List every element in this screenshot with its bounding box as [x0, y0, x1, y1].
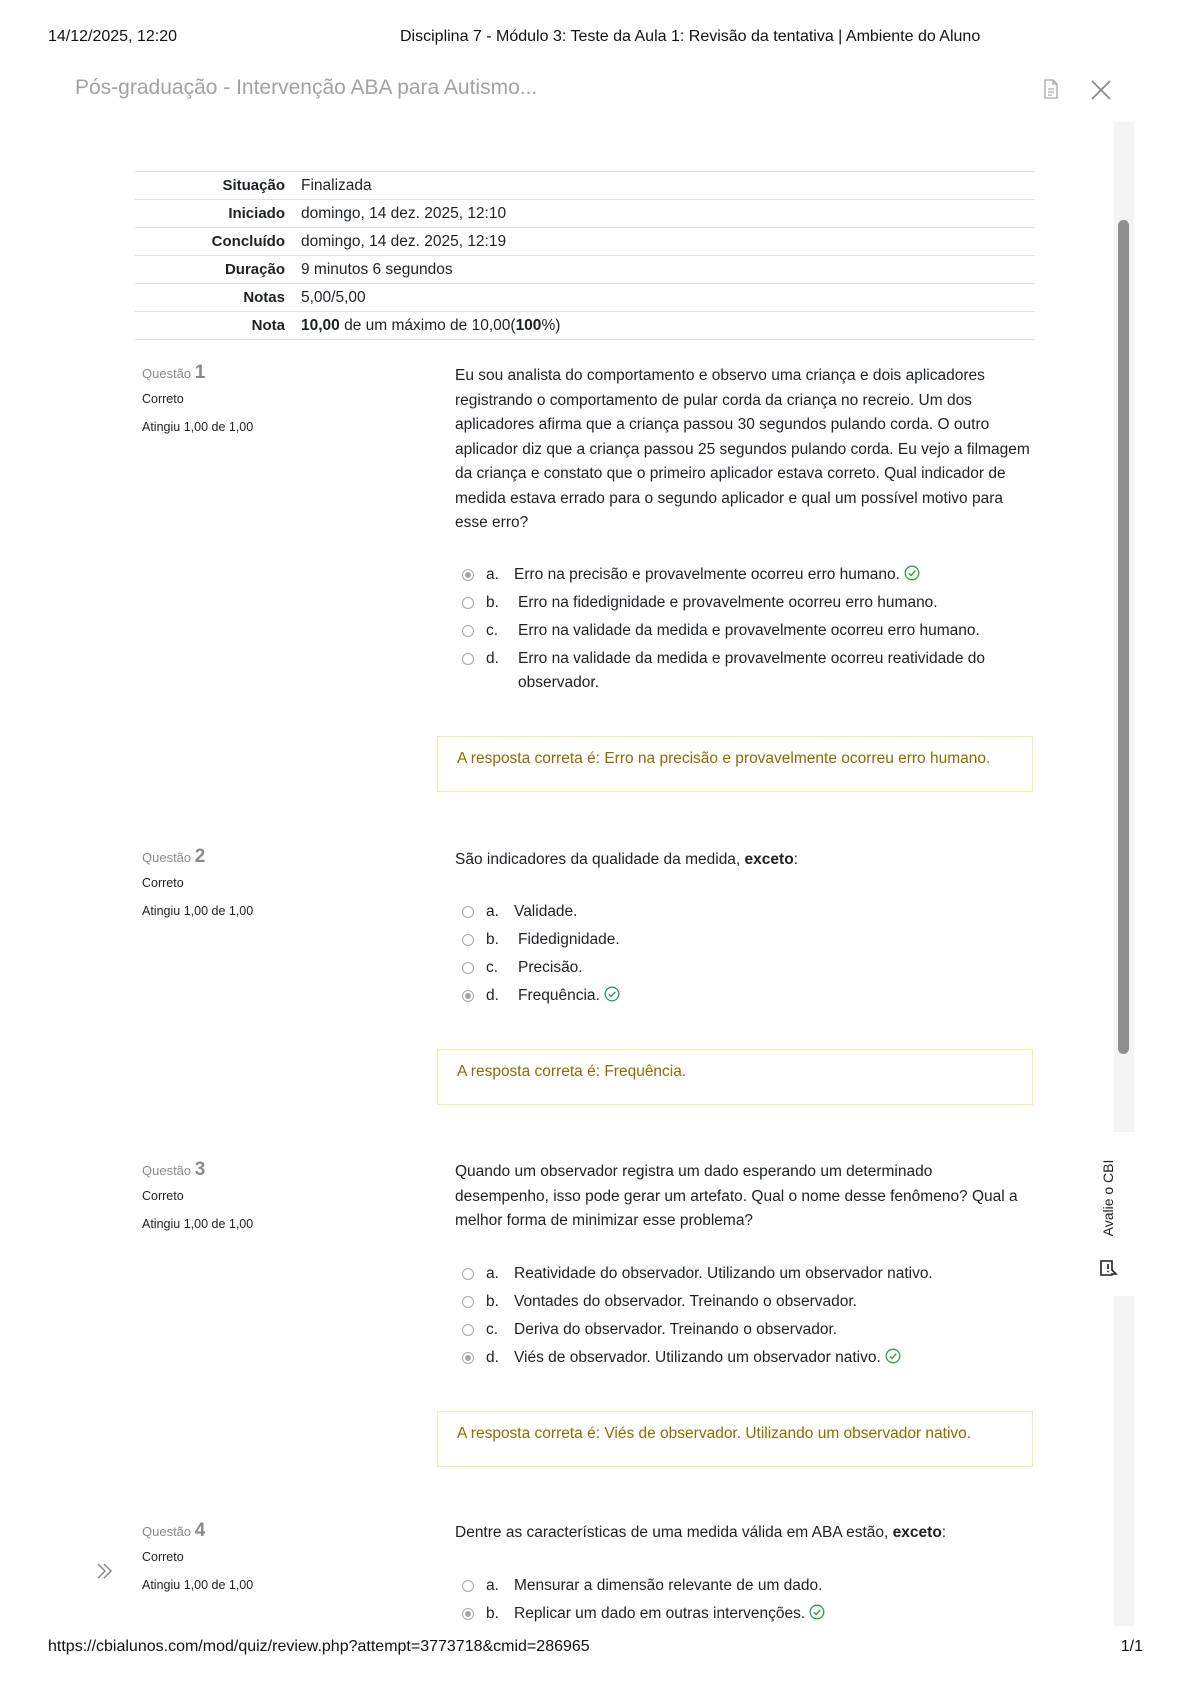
answer-option[interactable] — [462, 984, 1032, 1012]
correct-check-icon — [904, 565, 920, 581]
answer-text: Erro na fidedignidade e provavelmente ocorreu erro humano. — [518, 594, 938, 611]
answer-option[interactable] — [462, 1262, 1032, 1290]
print-footer — [0, 1638, 1191, 1660]
answer-option[interactable] — [462, 563, 1032, 591]
answer-radio[interactable] — [462, 906, 474, 918]
summary-row — [135, 172, 1035, 200]
answer-radio[interactable] — [462, 569, 474, 581]
answer-list — [462, 900, 1032, 1012]
question-state: Correto — [142, 876, 184, 890]
answer-option[interactable] — [462, 956, 1032, 984]
summary-row — [135, 256, 1035, 284]
answer-text: Erro na precisão e provavelmente ocorreu erro humano. — [514, 566, 900, 583]
answer-text: Validade. — [514, 903, 578, 920]
answer-letter: d. — [486, 650, 499, 667]
answer-letter: c. — [486, 1321, 499, 1338]
summary-value: 5,00/5,00 — [301, 288, 366, 306]
answer-letter: a. — [486, 1265, 499, 1282]
question-number: Questão 3 — [142, 1159, 206, 1180]
feedback-tab-label[interactable]: Avalie o CBI — [1100, 1159, 1116, 1237]
question-info — [142, 1159, 253, 1231]
correct-answer-feedback: A resposta correta é: Viés de observador. Utilizando um observador nativo. — [437, 1411, 1033, 1467]
question-state: Correto — [142, 1189, 184, 1203]
answer-text: Precisão. — [518, 959, 583, 976]
grade-percent-sign: %) — [541, 316, 561, 334]
grade-max: de um máximo de 10,00( — [339, 316, 516, 334]
answer-option[interactable] — [462, 647, 1032, 695]
question-number: Questão 4 — [142, 1520, 206, 1541]
answer-letter: b. — [486, 594, 499, 611]
print-page-counter: 1/1 — [1120, 1638, 1143, 1655]
answer-list — [462, 563, 1032, 695]
correct-check-icon — [885, 1348, 901, 1364]
question-text: São indicadores da qualidade da medida, exceto: — [455, 851, 798, 868]
answer-option[interactable] — [462, 1290, 1032, 1318]
summary-label: Situação — [222, 177, 285, 194]
summary-label: Duração — [224, 261, 285, 278]
question-grade: Atingiu 1,00 de 1,00 — [142, 1217, 254, 1231]
correct-check-icon — [809, 1604, 825, 1620]
answer-option[interactable] — [462, 928, 1032, 956]
answer-letter: b. — [486, 1605, 499, 1622]
answer-letter: a. — [486, 903, 499, 920]
answer-letter: d. — [486, 987, 499, 1004]
answer-letter: c. — [486, 959, 499, 976]
answer-text: Vontades do observador. Treinando o observador. — [514, 1293, 857, 1310]
answer-letter: a. — [486, 1577, 499, 1594]
answer-radio[interactable] — [462, 990, 474, 1002]
answer-option[interactable] — [462, 591, 1032, 619]
answer-radio[interactable] — [462, 1324, 474, 1336]
answer-letter: d. — [486, 1349, 499, 1366]
feedback-icon[interactable] — [1098, 1258, 1118, 1278]
summary-value: domingo, 14 dez. 2025, 12:10 — [301, 204, 507, 222]
answer-option[interactable] — [462, 1318, 1032, 1346]
answer-radio[interactable] — [462, 597, 474, 609]
answer-text: Viés de observador. Utilizando um observador nativo. — [514, 1349, 881, 1366]
question-text: Quando um observador registra um dado esperando um determinado desempenho, isso pode gerar um artefato. Qual o nome desse fenômeno? Qual a melhor forma de minimizar esse problema? — [455, 1163, 1018, 1229]
print-datetime: 14/12/2025, 12:20 — [48, 28, 178, 45]
answer-text: Mensurar a dimensão relevante de um dado. — [514, 1577, 823, 1594]
grade-value: 10,00 — [301, 316, 340, 334]
answer-radio[interactable] — [462, 1268, 474, 1280]
question-number: Questão 1 — [142, 362, 206, 383]
summary-value: Finalizada — [301, 176, 372, 194]
answer-text: Frequência. — [518, 987, 600, 1004]
answer-option[interactable] — [462, 1346, 1032, 1374]
course-title[interactable]: Pós-graduação - Intervenção ABA para Autismo... — [75, 76, 538, 99]
attempt-summary-table — [135, 171, 1035, 340]
summary-row — [135, 200, 1035, 228]
summary-label: Nota — [251, 317, 285, 334]
answer-option[interactable] — [462, 1574, 1032, 1602]
print-header — [0, 28, 1191, 50]
answer-option[interactable] — [462, 619, 1032, 647]
answer-option[interactable] — [462, 900, 1032, 928]
answer-text: Fidedignidade. — [518, 931, 620, 948]
summary-label: Concluído — [211, 233, 285, 250]
question-state: Correto — [142, 1550, 184, 1564]
answer-radio[interactable] — [462, 1352, 474, 1364]
answer-radio[interactable] — [462, 934, 474, 946]
summary-value: domingo, 14 dez. 2025, 12:19 — [301, 232, 507, 250]
drawer-toggle-icon[interactable] — [94, 1560, 116, 1582]
answer-letter: a. — [486, 566, 499, 583]
answer-text: Replicar um dado em outras intervenções. — [514, 1605, 806, 1622]
answer-radio[interactable] — [462, 1580, 474, 1592]
document-icon[interactable] — [1043, 79, 1059, 99]
grade-percent: 100 — [515, 316, 542, 334]
summary-label: Notas — [243, 289, 285, 306]
scrollbar-track-lower — [1114, 1296, 1134, 1626]
answer-letter: b. — [486, 1293, 499, 1310]
summary-value: 9 minutos 6 segundos — [301, 260, 453, 278]
answer-text: Reatividade do observador. Utilizando um observador nativo. — [514, 1265, 933, 1282]
question-grade: Atingiu 1,00 de 1,00 — [142, 420, 254, 434]
summary-row — [135, 312, 1035, 340]
answer-radio[interactable] — [462, 653, 474, 665]
answer-text: Erro na validade da medida e provavelmente ocorreu reatividade do observador. — [518, 650, 986, 691]
question-grade: Atingiu 1,00 de 1,00 — [142, 1578, 254, 1592]
answer-list — [462, 1262, 1032, 1374]
question-info — [142, 362, 253, 434]
summary-row — [135, 284, 1035, 312]
answer-letter: c. — [486, 622, 499, 639]
answer-radio[interactable] — [462, 1608, 474, 1620]
question-grade: Atingiu 1,00 de 1,00 — [142, 904, 254, 918]
feedback-tab[interactable] — [1088, 1140, 1128, 1290]
print-page-title: Disciplina 7 - Módulo 3: Teste da Aula 1: Revisão da tentativa | Ambiente do Aluno — [400, 28, 981, 45]
question-text: Dentre as características de uma medida válida em ABA estão, exceto: — [455, 1524, 947, 1541]
question-info — [142, 1520, 253, 1592]
question-state: Correto — [142, 392, 184, 406]
answer-radio[interactable] — [462, 1296, 474, 1308]
summary-label: Iniciado — [228, 205, 285, 222]
close-icon[interactable] — [1089, 78, 1113, 102]
question-text: Eu sou analista do comportamento e observo uma criança e dois aplicadores registrando o comportamento de pular corda da criança no recreio. Um dos aplicadores afirma que a criança passou 30 segundos pulando corda. O outro aplicador diz que a criança passou 25 segundos pulando corda. Eu vejo a filmagem da criança e constato que o primeiro aplicador estava correto. Qual indicador de medida estava errado para o segundo aplicador e qual um possível motivo para esse erro? — [455, 367, 1030, 531]
answer-radio[interactable] — [462, 962, 474, 974]
scrollbar-thumb[interactable] — [1118, 220, 1129, 1054]
correct-answer-feedback: A resposta correta é: Erro na precisão e provavelmente ocorreu erro humano. — [437, 736, 1033, 792]
answer-option[interactable] — [462, 1602, 1032, 1630]
question-number: Questão 2 — [142, 846, 206, 867]
summary-value — [301, 312, 1035, 340]
summary-row — [135, 228, 1035, 256]
question-info — [142, 846, 253, 918]
answer-text: Erro na validade da medida e provavelmente ocorreu erro humano. — [518, 622, 980, 639]
correct-check-icon — [604, 986, 620, 1002]
correct-answer-feedback: A resposta correta é: Frequência. — [437, 1049, 1033, 1105]
answer-letter: b. — [486, 931, 499, 948]
print-url: https://cbialunos.com/mod/quiz/review.php?attempt=3773718&cmid=286965 — [48, 1638, 590, 1655]
answer-text: Deriva do observador. Treinando o observador. — [514, 1321, 838, 1338]
answer-radio[interactable] — [462, 625, 474, 637]
answer-list — [462, 1574, 1032, 1630]
